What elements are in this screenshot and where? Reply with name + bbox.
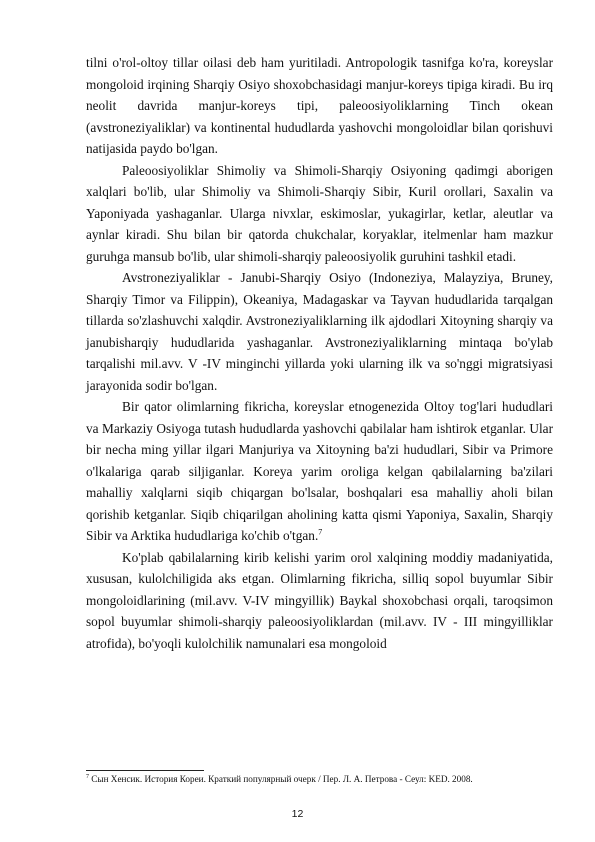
footnote-text: Сын Хенсик. История Кореи. Краткий популярный очерк / Пер. Л. А. Петрова - Сеул: KED. 2008. (89, 774, 473, 784)
body-text (86, 52, 553, 654)
paragraph-2-text: Paleoosiyoliklar Shimoliy va Shimoli-Sharqiy Osiyoning qadimgi aborigen xalqlari bo'lib, ular Shimoliy va Shimoli-Sharqiy Sibir, Kuril orollari, Saxalin va Yaponiyada yashaganlar. Ularga nivxlar, eskimoslar, yukagirlar, ketlar, aleutlar va aynlar kiradi. Shu bilan bir qatorda chukchalar, koryaklar, itelmenlar ham mazkur guruhga mansub bo'lib, ular shimoli-sharqiy paleoosiyolik guruhini tashkil etadi. (86, 162, 553, 264)
paragraph-3-text: Avstroneziyaliklar - Janubi-Sharqiy Osiyo (Indoneziya, Malayziya, Bruney, Sharqiy Timor va Filippin), Okeaniya, Madagaskar va Tayvan hududlarida tarqalgan tillarda so'zlashuvchi xalqdir. Avstroneziyaliklarning ilk ajdodlari Xitoyning sharqiy va janubisharqiy hududlarida yashaganlar. Avstroneziyaliklarning mintaqa bo'ylab tarqalishi mil.avv. V -IV minginchi yillarda yoki ularning ilk va so'nggi migratsiyasi jarayonida sodir bo'lgan. (86, 270, 553, 393)
paragraph-1 (86, 52, 553, 160)
footnote-number: 7 (86, 773, 89, 780)
paragraph-5-text: Ko'plab qabilalarning kirib kelishi yarim orol xalqining moddiy madaniyatida, xususan, kulolchiligida aks etgan. Olimlarning fikricha, silliq sopol buyumlar Sibir mongoloidlarining (mil.avv. V-IV mingyillik) Baykal shoxobchasi orqali, taroqsimon sopol buyumlar shimoli-sharqiy paleoosiyoliklardan (mil.avv. IV - III mingyilliklar atrofida), bo'yoqli kulolchilik namunalari esa mongoloid (86, 549, 553, 651)
paragraph-4 (86, 396, 553, 547)
footnote (86, 773, 556, 785)
paragraph-3 (86, 267, 553, 396)
paragraph-2 (86, 160, 553, 268)
paragraph-4-text: Bir qator olimlarning fikricha, koreyslar etnogenezida Oltoy tog'lari hududlari va Markaziy Osiyoga tutash hududlarda yashovchi qabilalar ham ishtirok etganlar. Ular bir necha ming yillar ilgari Manjuriya va Xitoyning ba'zi hududlari, Sibir va Primore o'lkalariga qarab siljiganlar. Koreya yarim oroliga kelgan qabilalarning ba'zilari mahalliy xalqlarni siqib chiqargan bo'lsalar, boshqalari esa mahalliy aholi bilan qorishib ketganlar. Siqib chiqarilgan aholining katta qismi Yaponiya, Saxalin, Sharqiy Sibir va Arktika hududlariga ko'chib o'tgan. (86, 399, 553, 543)
page-number: 12 (291, 808, 304, 820)
footnote-divider (86, 770, 204, 771)
paragraph-1-text: tilni o'rol-oltoy tillar oilasi deb ham yuritiladi. Antropologik tasnifga ko'ra, koreyslar mongoloid irqining Sharqiy Osiyo shoxobchasidagi manjur-koreys tipiga kiradi. Bu irq neolit davrida manjur-koreys tipi, paleoosiyoliklarning Tinch okean (avstroneziyaliklar) va kontinental hududlarda yashovchi mongoloidlar bilan qorishuvi natijasida paydo bo'lgan. (86, 55, 553, 156)
paragraph-5 (86, 547, 553, 655)
footnote-reference[interactable]: 7 (318, 527, 323, 537)
